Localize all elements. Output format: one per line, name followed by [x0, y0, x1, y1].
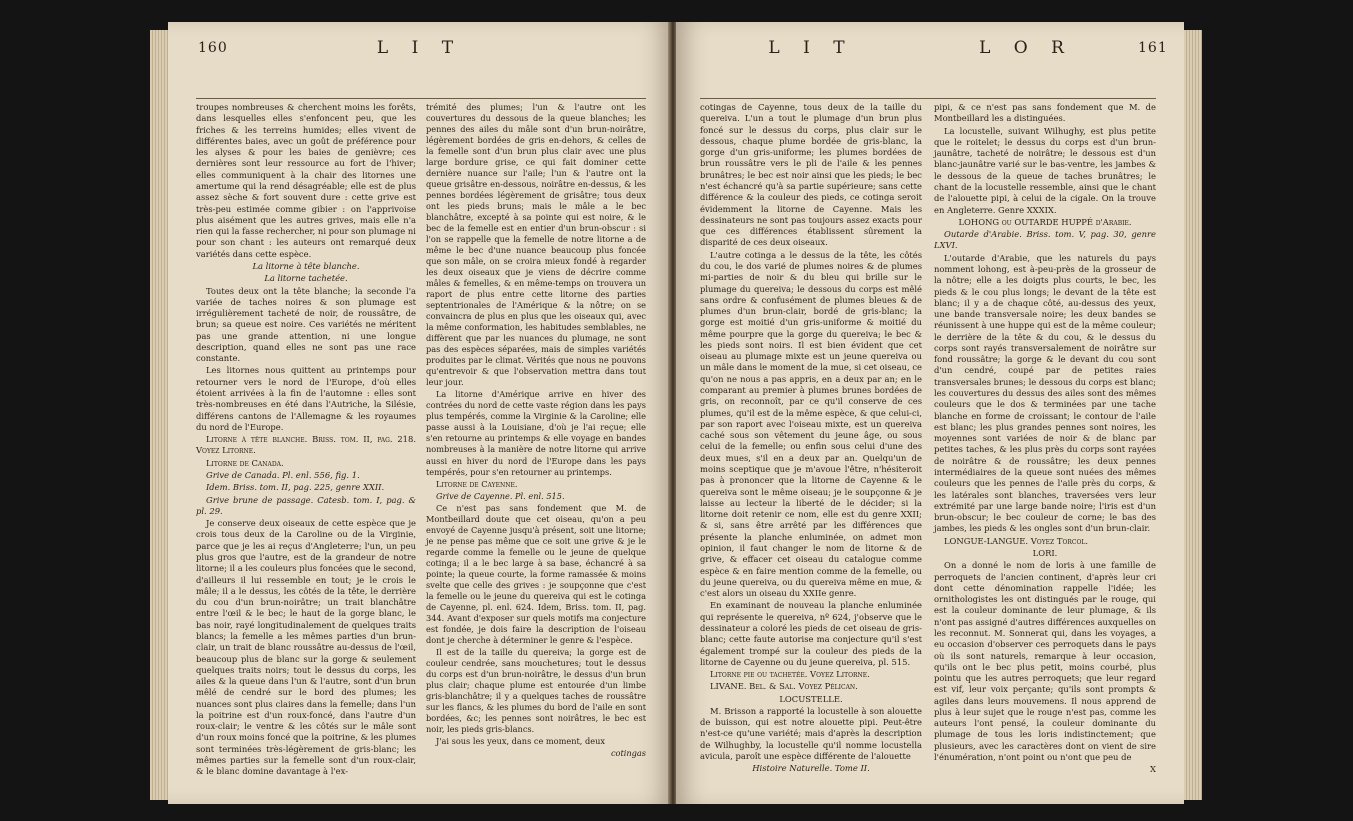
- entry-heading: LOHONG ou OUTARDE HUPPÉ d'Arabie.: [958, 216, 1132, 227]
- paragraph: Ce n'est pas sans fondement que M. de Montbeillard doute que cet oiseau, qu'on a peu envoyé de Cayenne jusqu'à présent, soit une litorne; je ne pense pas même que ce soit une grive & je le regarde comme la femelle ou le jeune de quelque cotinga; il a le bec large à sa base, échancré à sa pointe; la queue courte, la forme ramassée & moins svelte que celle des grives : je soupçonne que c'est la femelle ou le jeune du quereiva qui est le cotinga de Cayenne, pl. enl. 624. Idem, Briss. tom. II, pag. 344. Avant d'exposer sur quels motifs ma conjecture est fondée, je dois faire la description de l'oiseau dont je cherche à déterminer le genre & l'espèce.: [426, 502, 646, 645]
- entry-heading: LOCUSTELLE.: [779, 693, 843, 704]
- right-running-head-left: L I T: [768, 38, 854, 58]
- left-header-rule: [196, 98, 646, 99]
- paragraph: J'ai sous les yeux, dans ce moment, deux: [436, 735, 605, 746]
- reference-line: Grive de Cayenne. Pl. enl. 515.: [436, 490, 565, 501]
- page-edges-left: [150, 30, 168, 800]
- left-column-1: [196, 102, 416, 779]
- catchword: cotingas: [610, 747, 646, 758]
- page-footer: Histoire Naturelle. Tome II.: [752, 763, 870, 774]
- right-page-number: 161: [1138, 40, 1168, 56]
- entry-heading: LORI.: [1032, 547, 1058, 558]
- paragraph: cotingas de Cayenne, tous deux de la taille du quereiva. L'un a tout le plumage d'un brun plus foncé sur le dessus du corps, plus clair sur le dessous, chaque plume bordée de gris-blanc, la gorge d'un gris-uniforme; les plumes bordées de brun roussâtre vers le pli de l'aile & les pennes brunâtres; le bec est noir ainsi que les pieds; le bec n'est échancré qu'à sa partie supérieure; sans cette différence & la couleur des pieds, ce cotinga seroit évidemment la litorne de Cayenne. Mais les dessinateurs ne sont pas toujours assez exacts pour que ces différences établissent sûrement la disparité de ces deux oiseaux.: [700, 102, 922, 248]
- paragraph: En examinant de nouveau la planche enluminée qui représente le quereiva, nº 624, j'observe que le dessinateur a coloré les pieds de cet oiseau de gris-blanc; cette faute autorise ma conjecture qu'il s'est également trompé sur la couleur des pieds de la litorne de Cayenne ou du jeune quereiva, pl. 515.: [700, 600, 922, 667]
- entry-heading: LONGUE-LANGUE. Voyez Torcol.: [944, 535, 1089, 546]
- paragraph: troupes nombreuses & cherchent moins les forêts, dans lesquelles elles s'enfoncent peu, que les friches & les terreins humides; elles vivent de différentes baies, avec un goût de préférence pour les alyses & pour les baies de genièvre; ces dernières sont leur ressource au fort de l'hiver; elles communiquent à la chair des litornes une amertume qui la rend désagréable; elle est de plus assez sèche & fort souvent dure : cette grive est très-peu estimée comme gibier : on l'apprivoise plus aisément que les autres grives, mais elle n'a rien qui la fasse rechercher, ni pour son plumage ni pour son chant : les auteurs ont remarqué deux variétés dans cette espèce.: [196, 102, 416, 259]
- paragraph: L'autre cotinga a le dessus de la tête, les côtés du cou, le dos varié de plumes noires & de plumes mi-parties de noir & du bleu qui brille sur le plumage du quereiva; le dessous du corps est mêlé sans ordre & confusément de plumes bleues & de plumes d'un brun-clair, bordé de gris-blanc; la gorge est moitié d'un gris-uniforme & moitié du même pourpre que la gorge du quereiva; le bec & les pieds sont noirs. Il est bien évident que cet oiseau au plumage mixte est un jeune quereiva ou un mâle dans le moment de la mue, si cet oiseau, ce qu'on ne nous a pas appris, en a deux par an; en le comparant au premier à plumes brunes bordées de gris, on reconnoît, par ce qu'il conserve de ces plumes, qu'il est de la même espèce, & que celui-ci, par son raport avec l'oiseau mixte, est un quereiva caché sous son vêtement du jeune âge, ou sous celui de la femelle; ou enfin sous celui d'une des deux mues, s'il en a deux par an. Quelqu'un de moins sceptique que je m'avoue l'être, n'hésiteroit pas à prononcer que la litorne de Cayenne & le quereiva sont le même oiseau; je le soupçonne & je laisse au lecteur la liberté de le décider; si la litorne doit retenir ce nom, elle est du genre XXII; & si, sans être arrêté par les différences que présente la planche enluminée, on admet mon opinion, il faut changer le nom de litorne & de grive, & effacer cet oiseau du catalogue comme espèce & en faire mention comme de la femelle, ou du jeune quereiva, ou du quereiva même en mue, & c'est alors un oiseau du XXIIe genre.: [700, 249, 922, 599]
- paragraph: L'outarde d'Arabie, que les naturels du pays nomment lohong, est à-peu-près de la grosseur de la nôtre; elle a les doigts plus courts, le bec, les pieds & le cou plus longs; le devant de la tête est blanc; il y a de chaque côté, au-dessus des yeux, une bande transversale noire; les deux bandes se réunissent à une huppe qui est de la même couleur; le derrière de la tête & du cou, & le dessus du corps sont rayés transversalement de noirâtre sur fond roussâtre; la gorge & le devant du cou sont d'un cendré, coupé par de petites raies transversales brunes; le dessous du corps est blanc; les couvertures du dessus des ailes sont des mêmes couleurs que le dos & terminées par une tache blanche en forme de croissant; le contour de l'aile est blanc; les plus grandes pennes sont noires, les moyennes sont variées de noir & de blanc par petites taches, & les plus près du corps sont rayées de noirâtre & de roussâtre; les deux pennes intermédiaires de la queue sont nuées des mêmes couleurs que les pennes de l'aile près du corps, & les latérales sont blanches, traversées vers leur extrémité par une large bande noire; l'iris est d'un brun-obscur; le bec couleur de corne; le bas des jambes, les pieds & les ongles sont d'un brun-clair.: [934, 252, 1156, 534]
- variety-label: La litorne tachetée.: [264, 273, 348, 284]
- signature-mark: X: [1150, 764, 1156, 775]
- paragraph: La litorne d'Amérique arrive en hiver des contrées du nord de cette vaste région dans les pays plus tempérés, comme la Virginie & la Caroline; elle passe aussi à la Louisiane, d'où je l'ai reçue; elle s'en retourne au printemps & elle voyage en bandes nombreuses à la manière de notre litorne qui arrive aussi en hiver du nord de l'Europe dans les pays tempérés, pour s'en retourner au printemps.: [426, 389, 646, 477]
- paragraph: Les litornes nous quittent au printemps pour retourner vers le nord de l'Europe, d'où elles étoient arrivées à la fin de l'automne : elles sont très-nombreuses en été dans l'Autriche, la Silésie, différens cantons de l'Allemagne & les royaumes du nord de l'Europe.: [196, 365, 416, 432]
- reference-line: Grive brune de passage. Catesb. tom. I, pag. & pl. 29.: [196, 494, 416, 516]
- left-page-number: 160: [198, 40, 228, 56]
- paragraph: M. Brisson a rapporté la locustelle à son alouette de buisson, qui est notre alouette pipi. Peut-être n'est-ce qu'une variété; mais d'après la description de Wilhughby, la locustelle qu'il nomme locustella avicula, paroît une espèce différente de l'alouette: [700, 705, 922, 762]
- variety-label: La litorne à tête blanche.: [252, 260, 360, 271]
- paragraph: trémité des plumes; l'un & l'autre ont les couvertures du dessous de la queue blanches; les pennes des ailes du mâle sont d'un brun-noirâtre, légèrement bordées de gris en-dehors, & celles de la femelle sont d'un brun plus clair avec une plus large bordure grise, ce qui fait dominer cette dernière nuance sur l'aile; l'un & l'autre ont la queue grisâtre en-dessous, noirâtre en-dessus, & les pennes bordées légèrement de grisâtre; tous deux ont les pieds bruns; mais le mâle a le bec blanchâtre, excepté à sa pointe qui est noire, & le bec de la femelle est en entier d'un brun-obscur : si l'on se rappelle que la femelle de notre litorne a de même le bec d'une nuance beaucoup plus foncée que son mâle, on se croira mieux fondé à regarder les deux oiseaux que je viens de décrire comme mâles & femelles, & en même-temps on trouvera un raport de plus entre cette litorne des parties septentrionales de l'Amérique & la nôtre; on se convaincra de plus en plus que les oiseaux qui, avec la même conformation, les habitudes semblables, ne diffèrent que par les nuances du plumage, ne sont pas des espèces séparées, mais de simples variétés produites par le climat. Vérités que nous ne pouvons qu'entrevoir & que l'observation mettra dans tout leur jour.: [426, 102, 646, 388]
- entry-heading: LIVANE. Bel. & Sal. Voyez Pélican.: [710, 681, 858, 692]
- reference-line: Grive de Canada. Pl. enl. 556, fig. 1.: [206, 470, 360, 480]
- paragraph: La locustelle, suivant Wilhughy, est plus petite que le roitelet; le dessus du corps est d'un brun-jaunâtre, tacheté de noirâtre; le dessous est d'un blanc-jaunâtre varié sur le bas-ventre, les jambes & le dessous de la queue de taches brunâtres; le chant de la locustelle ressemble, ainsi que le chant de l'alouette pipi, à celui de la cigale. On la trouve en Angleterre. Genre XXXIX.: [934, 125, 1156, 215]
- entry-heading: Litorne de Cayenne.: [436, 478, 518, 489]
- left-running-head: L I T: [376, 38, 463, 58]
- left-page: [168, 22, 671, 804]
- paragraph: On a donné le nom de loris à une famille de perroquets de l'ancien continent, d'après leur cri dont cette dénomination rappelle l'idée; les ornithologistes les ont distingués par le rouge, qui est la couleur dominante de leur plumage, & ils n'ont pas assigné d'autres différences auxquelles on les reconnut. M. Sonnerat qui, dans les voyages, a eu occasion d'observer ces perroquets dans le pays où ils sont naturels, remarque à leur occasion, qu'ils ont le bec plus petit, moins courbé, plus pointu que les autres perroquets; que leur regard est vif, leur voix perçante; qu'ils sont prompts & agiles dans leurs mouvemens. Il nous apprend de plus à leur sujet que le rouge n'est pas, comme les auteurs l'ont pensé, la couleur dominante du plumage de tous les loris indistinctement; que plusieurs, avec les caractères dont on vient de sire l'énumération, n'ont point ou n'ont que peu de: [934, 560, 1156, 763]
- right-column-1: [700, 102, 922, 776]
- paragraph: Toutes deux ont la tête blanche; la seconde l'a variée de taches noires & son plumage est irrégulièrement tacheté de noir, de roussâtre, de brun; sa queue est noire. Ces variétés ne méritent pas une grande attention, ni une longue description, quand elles ne sont pas une race constante.: [196, 285, 416, 364]
- entry-heading: Litorne à tête blanche. Briss. tom. II, pag. 218. Voyez Litorne.: [196, 434, 416, 456]
- right-header-rule: [700, 98, 1156, 99]
- entry-heading: Litorne de Canada.: [206, 457, 284, 468]
- paragraph: Je conserve deux oiseaux de cette espèce que je crois tous deux de la Caroline ou de la Virginie, parce que je les ai reçus d'Angleterre; l'un, un peu plus gros que l'autre, est de la grandeur de notre litorne; il a les couleurs plus foncées que le second, d'ailleurs il lui ressemble en tout; je le crois le mâle; il a le dessus, les côtés de la tête, le derrière du cou d'un brun-noirâtre; un trait blanchâtre entre l'œil & le bec; le haut de la gorge blanc, le bas noir, rayé longitudinalement de quelques traits blancs; la femelle a les mêmes parties d'un brun-clair, un trait de blanc roussâtre au-dessus de l'œil, beaucoup plus de blanc sur la gorge & seulement quelques traits noirs; tout le dessus du corps, les ailes & la queue dans l'un & l'autre, sont d'un brun mêlé de cendré sur le bord des plumes; les nuances sont plus claires dans la femelle; dans l'un la poitrine est d'un roux-foncé, dans l'autre d'un roux-clair; le ventre & les côtés sur le mâle sont d'un roux moins foncé que la poitrine, & les plumes sont terminées très-légèrement de gris-blanc; les mêmes parties sur la femelle sont d'un roux-clair, & le blanc domine davantage à l'ex-: [196, 518, 416, 777]
- right-page: [676, 22, 1184, 804]
- right-running-head-right: L O R: [979, 38, 1073, 58]
- reference-line: Outarde d'Arabie. Briss. tom. V, pag. 30, genre LXVI.: [934, 229, 1156, 251]
- paragraph: Il est de la taille du quereiva; la gorge est de couleur cendrée, sans mouchetures; tout le dessus du corps est d'un brun-noirâtre, le dessus d'un brun plus clair; chaque plume est entourée d'un limbe gris-blanchâtre; il y a quelques taches de roussâtre sur les flancs, & les plumes du bord de l'aile en sont bordées, &c; les pennes sont noirâtres, le bec est noir, les pieds gris-blancs.: [426, 646, 646, 734]
- paragraph: pipi, & ce n'est pas sans fondement que M. de Montbeillard les a distinguées.: [934, 102, 1156, 124]
- entry-heading: Litorne pie ou tachetée. Voyez Litorne.: [710, 669, 870, 680]
- page-edges-right: [1184, 30, 1202, 800]
- left-column-2: [426, 102, 646, 760]
- reference-line: Idem. Briss. tom. II, pag. 225, genre XXII.: [206, 482, 385, 493]
- right-column-2: [934, 102, 1156, 777]
